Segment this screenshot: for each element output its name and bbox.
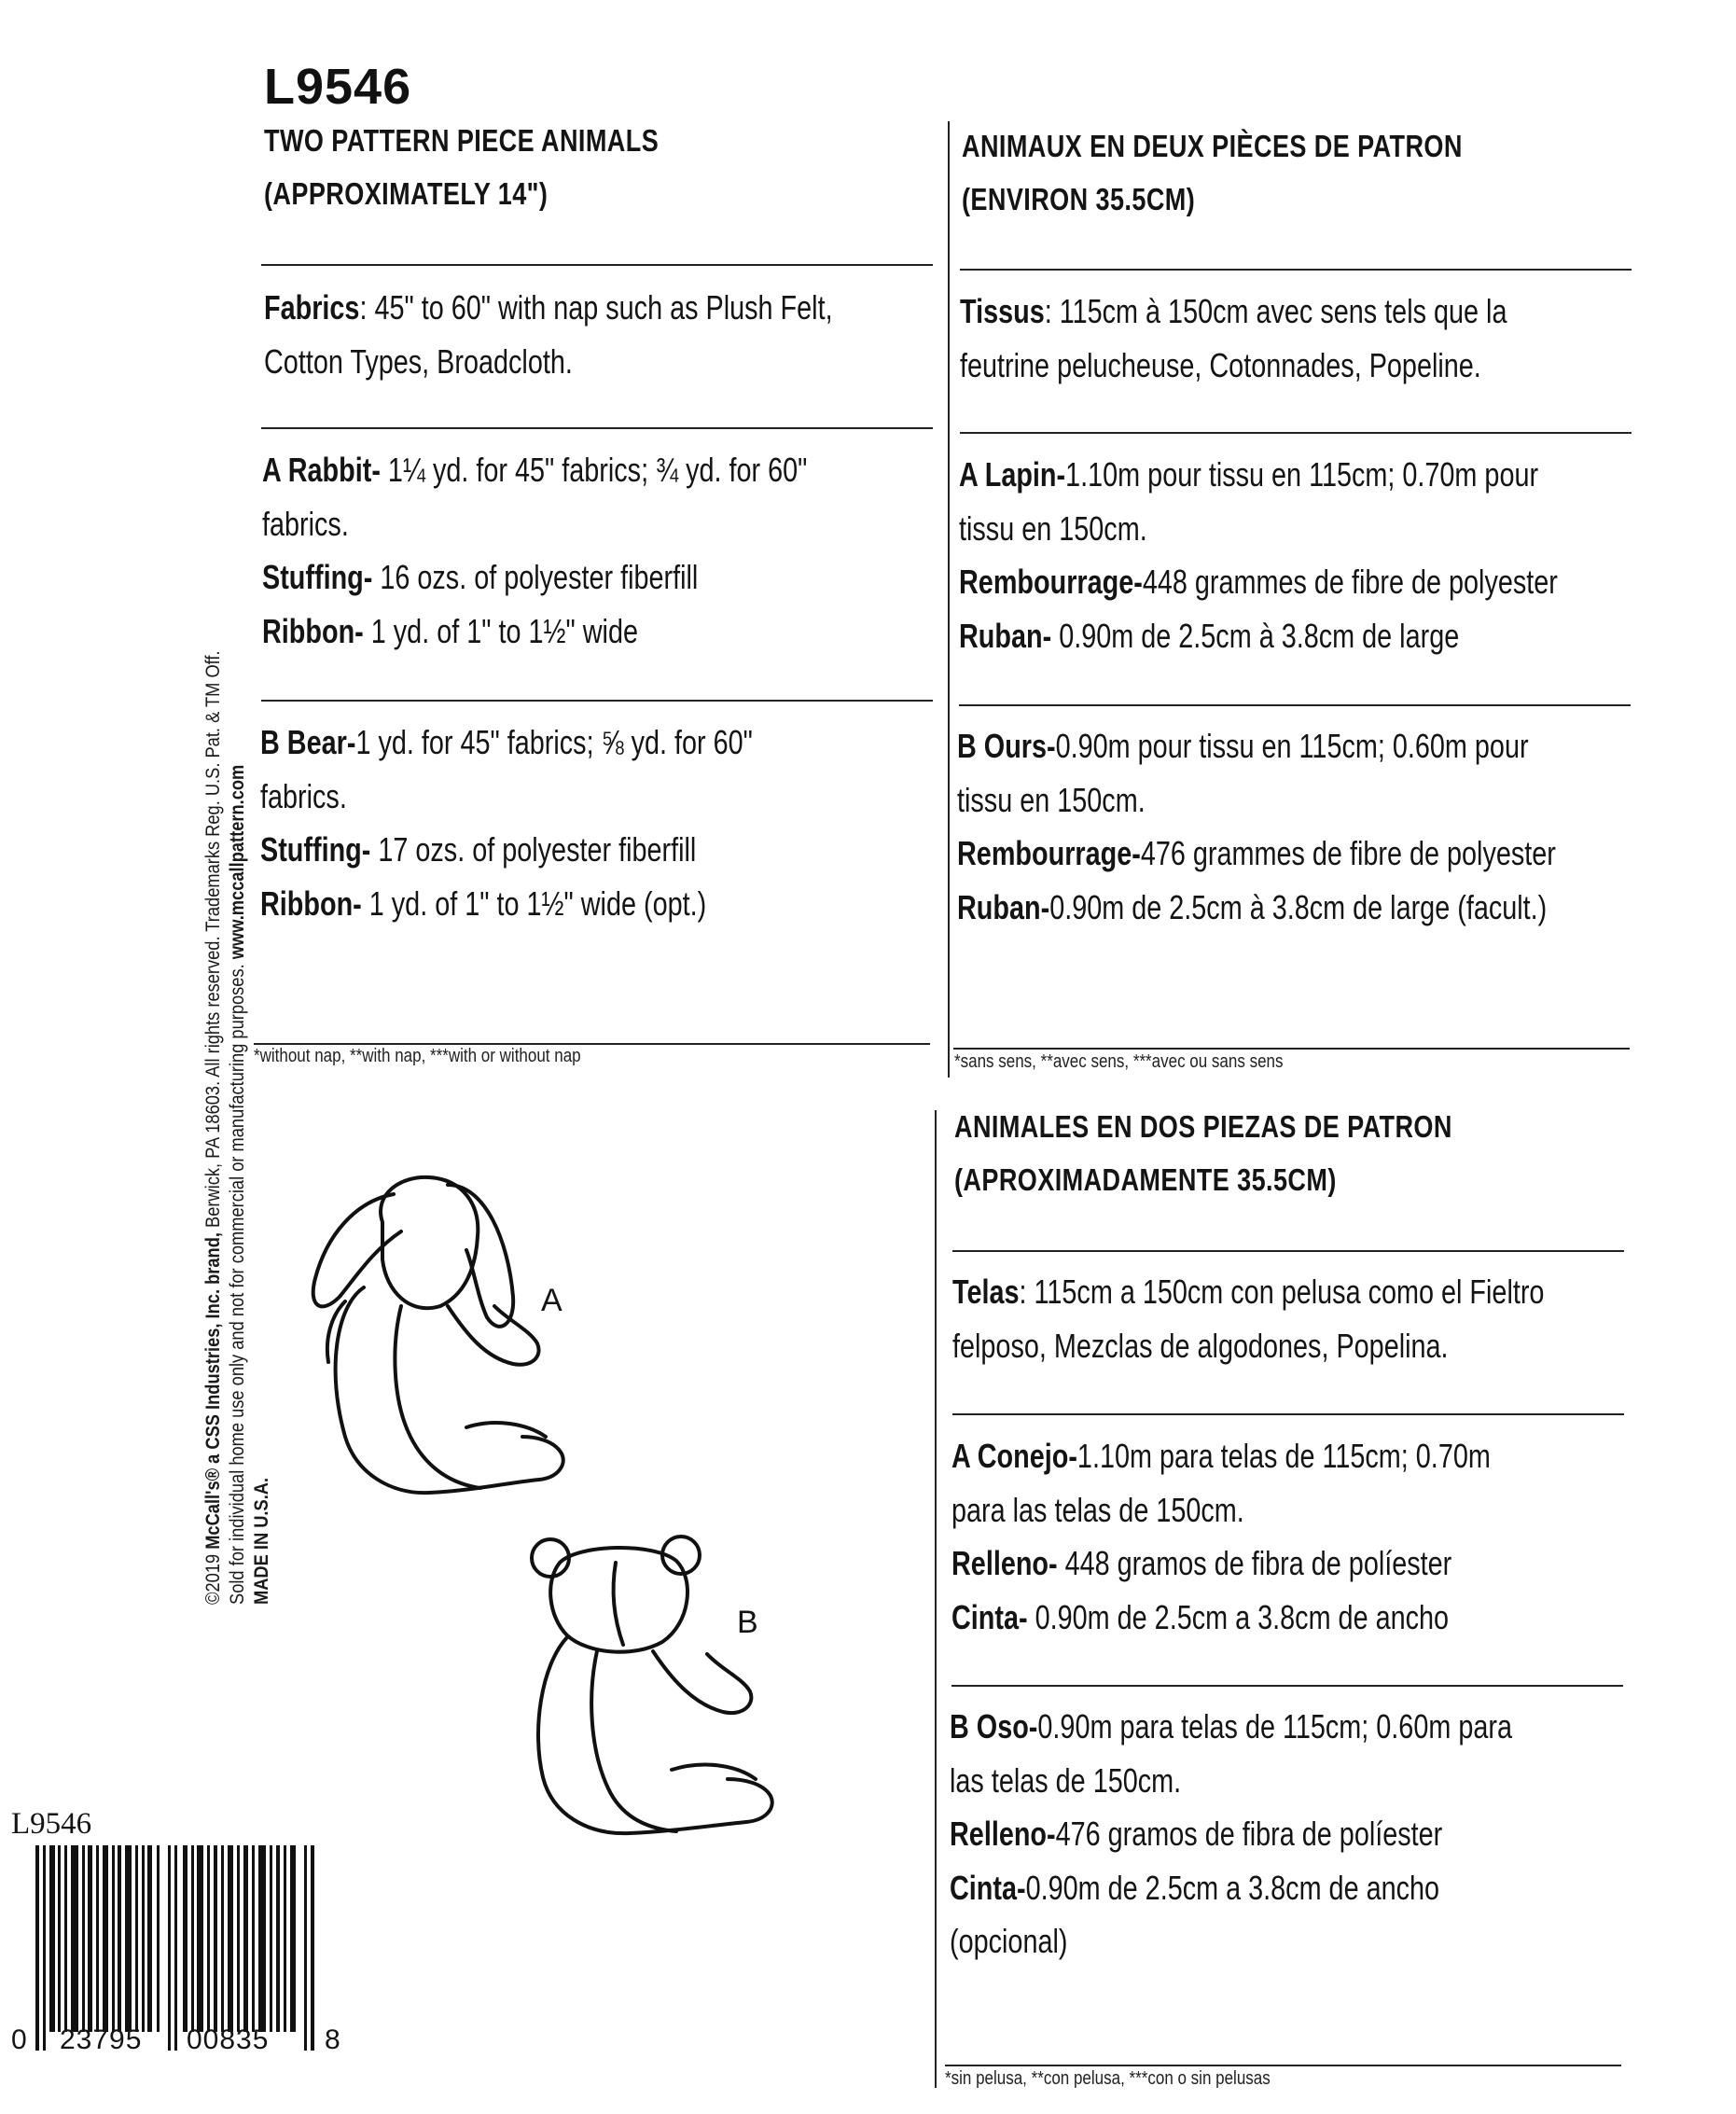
copyright-vertical: ©2019 McCall's® a CSS Industries, Inc. brand, Berwick, PA 18603. All rights reserved. Trademarks Reg. U.S. Pat. & TM Off. Sold for individual home use only and not for commercial or manufacturing purposes. www.mccallpattern.com MADE IN U.S.A. [201,650,272,1605]
english-rule-1 [261,264,933,266]
english-rule-2 [261,427,933,429]
barcode-digits-group1: 23795 [60,2024,143,2055]
barcode-digits-group2: 00835 [187,2024,270,2055]
english-view-b: B Bear-1 yd. for 45" fabrics; ⅝ yd. for 60" fabrics. Stuffing- 17 ozs. of polyester fiberfill Ribbon- 1 yd. of 1" to 1½" wide (opt.) [260,723,753,923]
spanish-view-b: B Oso-0.90m para telas de 115cm; 0.60m para las telas de 150cm. Relleno-476 gramos de fibra de políester Cinta-0.90m de 2.5cm a 3.8cm de ancho (opcional) [950,1707,1512,1960]
column-divider-bottom [935,1110,937,2088]
barcode-digit-first: 0 [11,2024,27,2055]
barcode-digit-last: 8 [325,2024,340,2055]
english-footnote: *without nap, **with nap, ***with or without nap [254,1046,581,1066]
english-title: TWO PATTERN PIECE ANIMALS (APPROXIMATELY 14") [264,123,660,211]
spanish-rule-4 [945,2065,1621,2066]
column-divider-top [948,121,950,1078]
rabbit-illustration [308,1157,606,1521]
spanish-rule-2 [952,1413,1624,1415]
spanish-fabrics: Telas: 115cm a 150cm con pelusa como el Fieltro felposo, Mezclas de algodones, Popelina. [952,1273,1545,1365]
figure-label-b: B [737,1605,758,1640]
spanish-view-a: A Conejo-1.10m para telas de 115cm; 0.70m para las telas de 150cm. Relleno- 448 gramos de fibra de políester Cinta- 0.90m de 2.5cm a 3.8cm de ancho [951,1437,1491,1636]
bear-illustration [522,1535,802,1852]
french-rule-3 [959,704,1631,706]
english-view-a: A Rabbit- 1¼ yd. for 45" fabrics; ¾ yd. for 60" fabrics. Stuffing- 16 ozs. of polyester fiberfill Ribbon- 1 yd. of 1" to 1½" wide [262,451,808,650]
barcode-label: L9546 [11,1807,92,1841]
french-title: ANIMAUX EN DEUX PIÈCES DE PATRON (ENVIRON 35.5CM) [962,129,1463,216]
figure-label-a: A [541,1283,562,1318]
spanish-rule-1 [952,1250,1624,1252]
french-footnote: *sans sens, **avec sens, ***avec ou sans sens [954,1051,1284,1072]
english-fabrics: Fabrics: 45" to 60" with nap such as Plush Felt, Cotton Types, Broadcloth. [264,288,833,381]
french-rule-2 [960,432,1632,434]
barcode-icon [35,1845,325,2051]
french-view-b: B Ours-0.90m pour tissu en 115cm; 0.60m pour tissu en 150cm. Rembourrage-476 grammes de fibre de polyester Ruban-0.90m de 2.5cm à 3.8cm de large (facult.) [957,727,1556,926]
french-rule-4 [953,1048,1630,1050]
spanish-footnote: *sin pelusa, **con pelusa, ***con o sin pelusas [945,2068,1271,2089]
spanish-title: ANIMALES EN DOS PIEZAS DE PATRON (APROXIMADAMENTE 35.5CM) [954,1109,1452,1197]
english-rule-3 [261,700,933,702]
french-rule-1 [960,269,1632,271]
spanish-rule-3 [951,1685,1623,1687]
pattern-number: L9546 [264,59,412,115]
french-fabrics: Tissus: 115cm à 150cm avec sens tels que la feutrine pelucheuse, Cotonnades, Popeline. [960,292,1507,384]
french-view-a: A Lapin-1.10m pour tissu en 115cm; 0.70m pour tissu en 150cm. Rembourrage-448 grammes de fibre de polyester Ruban- 0.90m de 2.5cm à 3.8cm de large [959,455,1558,655]
english-rule-4 [254,1043,930,1045]
